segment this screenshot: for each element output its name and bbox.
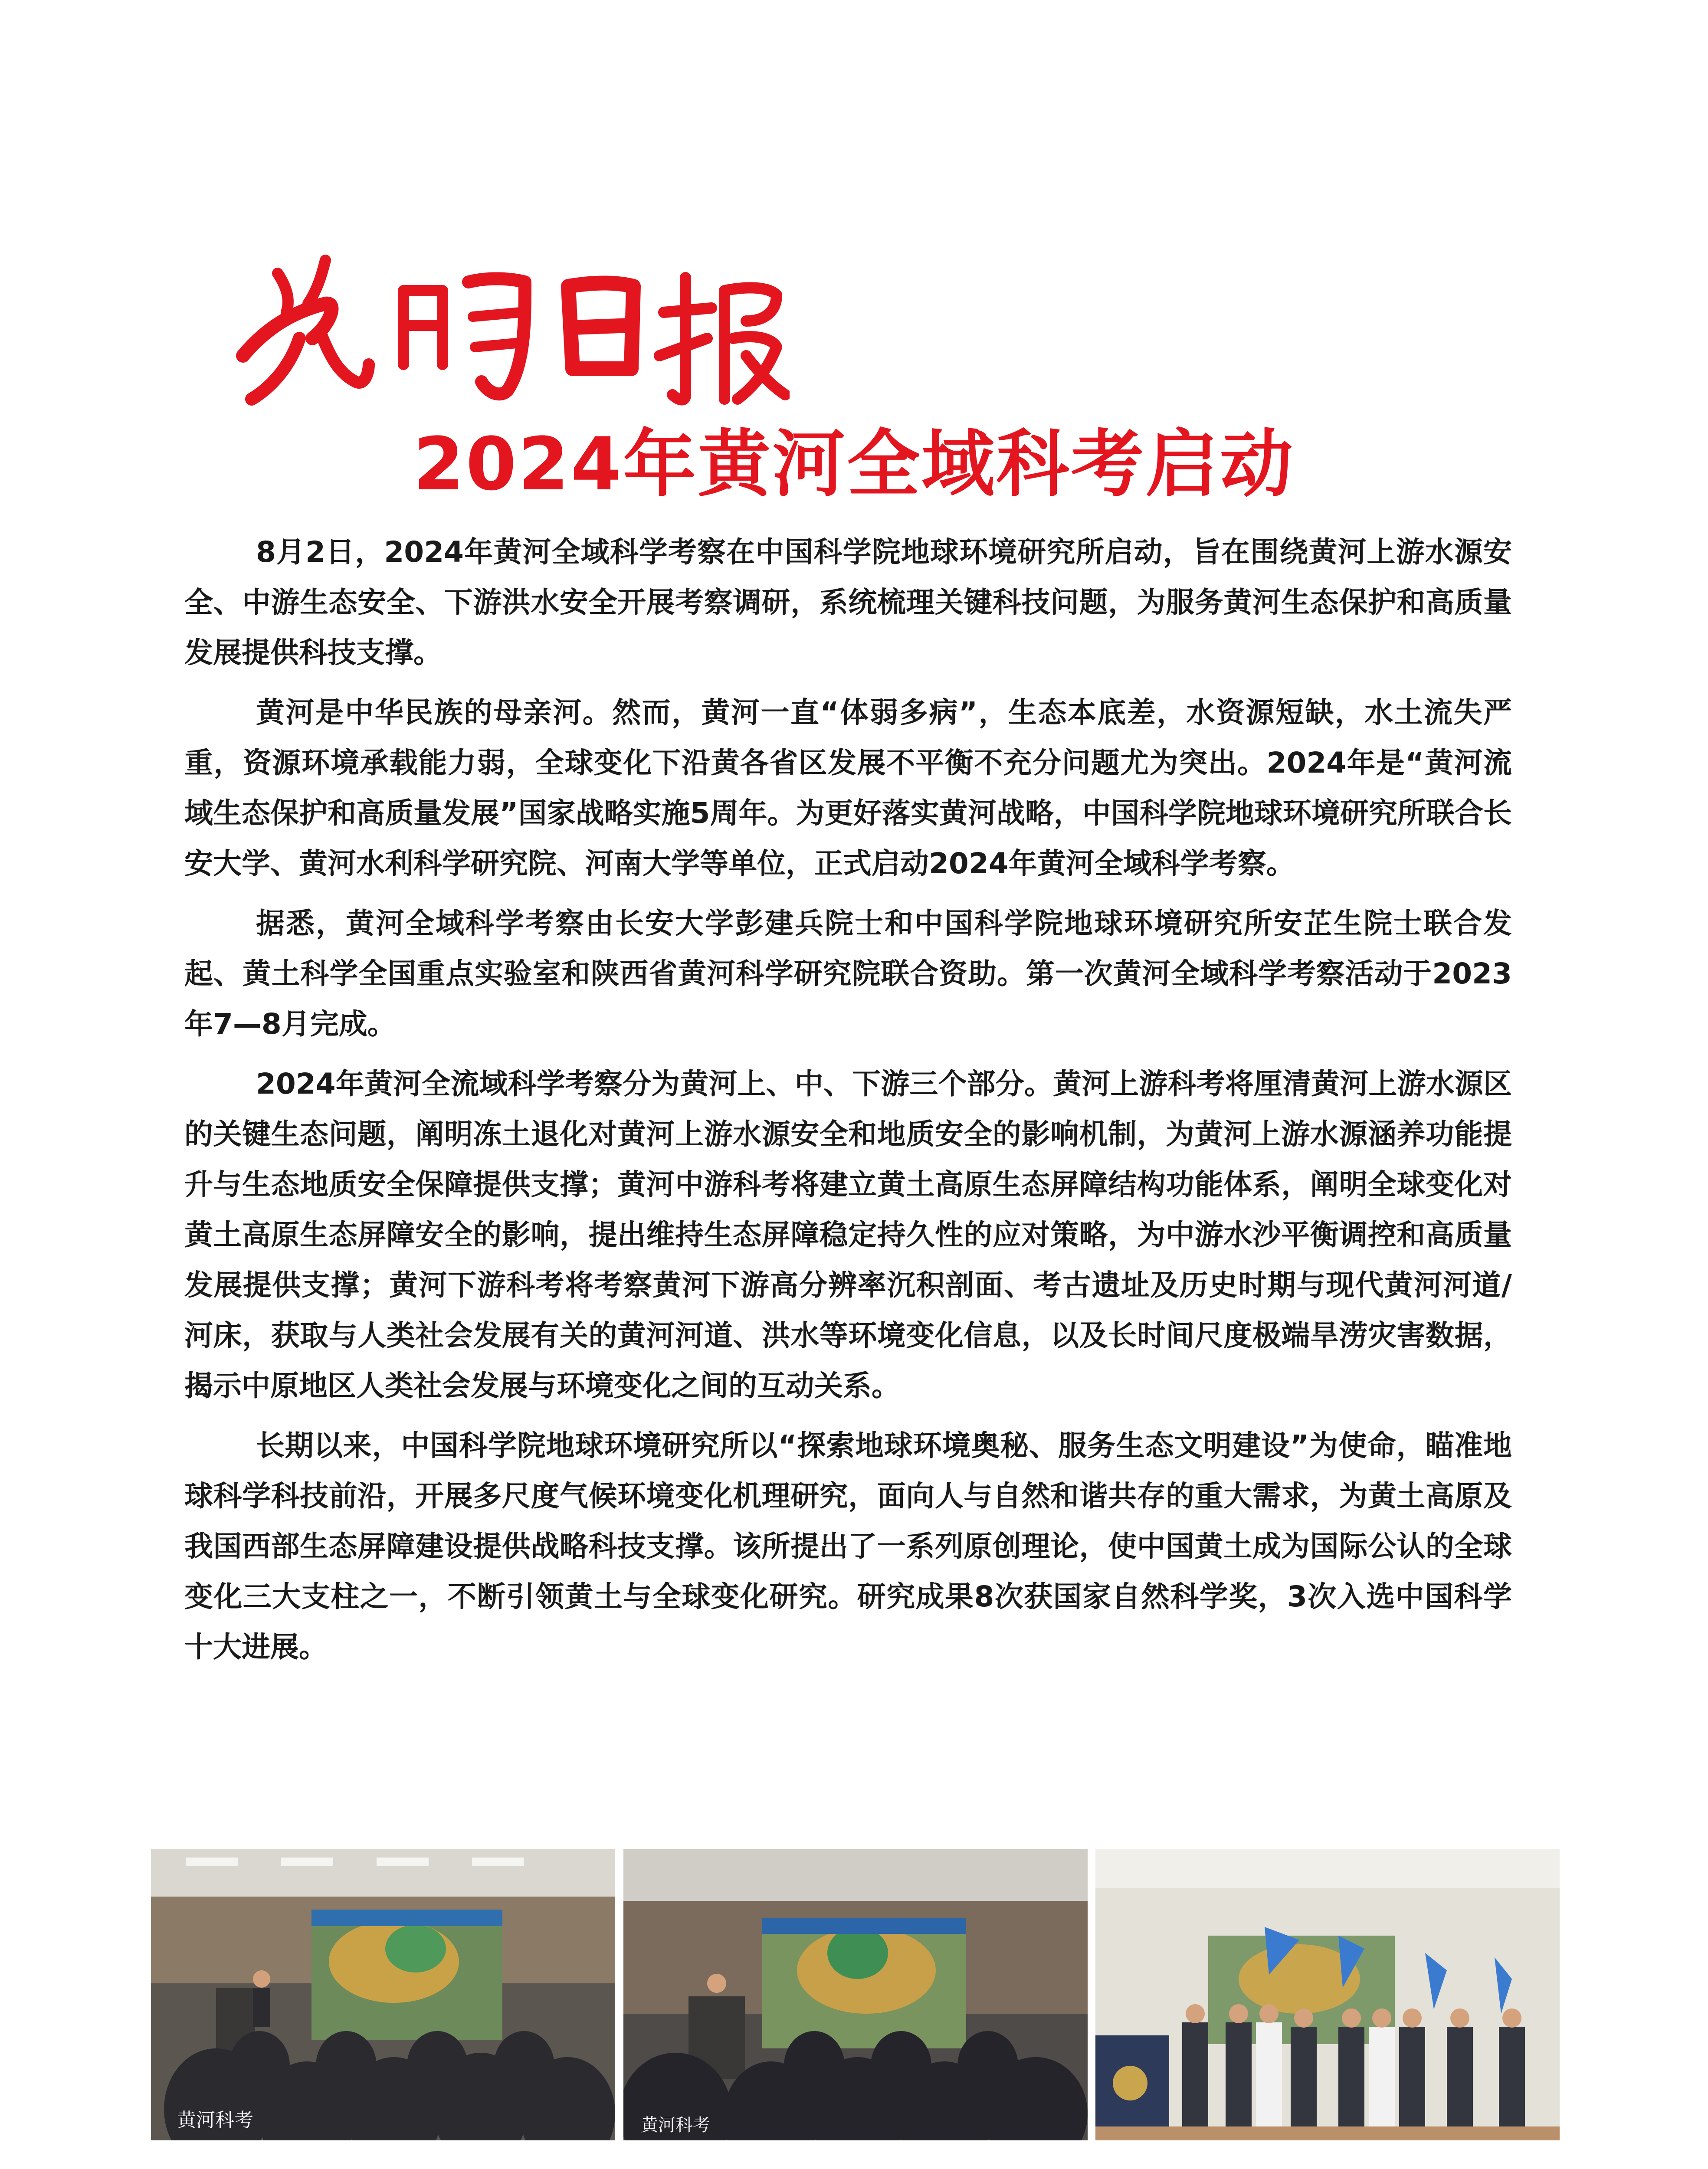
photo-launch-ceremony-audience — [151, 1849, 615, 2140]
article-paragraph: 据悉，黄河全域科学考察由长安大学彭建兵院士和中国科学院地球环境研究所安芷生院士联合发起、黄土科学全国重点实验室和陕西省黄河科学研究院联合资助。第一次黄河全域科学考察活动于2023年7—8月完成。 — [184, 907, 1512, 1041]
shirt-text: 黄河科考 — [640, 2115, 710, 2135]
article-paragraph: 黄河是中华民族的母亲河。然而，黄河一直“体弱多病”，生态本底差，水资源短缺，水土流失严重，资源环境承载能力弱，全球变化下沿黄各省区发展不平衡不充分问题尤为突出。2024年是“黄河流域生态保护和高质量发展”国家战略实施5周年。为更好落实黄河战略，中国科学院地球环境研究所联合长安大学、黄河水利科学研究院、河南大学等单位，正式启动2024年黄河全域科学考察。 — [184, 696, 1512, 880]
shirt-text: 黄河科考 — [177, 2109, 253, 2131]
article-headline: 2024年黄河全域科考启动 — [413, 422, 1295, 507]
photo-speaker-at-podium — [623, 1849, 1088, 2140]
photo-strip — [151, 1849, 1560, 2140]
article-paragraph: 长期以来，中国科学院地球环境研究所以“探索地球环境奥秘、服务生态文明建设”为使命，瞄准地球科学科技前沿，开展多尺度气候环境变化机理研究，面向人与自然和谐共存的重大需求，为黄土高原及我国西部生态屏障建设提供战略科技支撑。该所提出了一系列原创理论，使中国黄土成为国际公认的全球变化三大支柱之一，不断引领黄土与全球变化研究。研究成果8次获国家自然科学奖，3次入选中国科学十大进展。 — [184, 1429, 1512, 1664]
photo-flag-ceremony-group — [1095, 1849, 1560, 2140]
calligraphy-masthead — [226, 226, 790, 408]
article-paragraph: 8月2日，2024年黄河全域科学考察在中国科学院地球环境研究所启动，旨在围绕黄河上游水源安全、中游生态安全、下游洪水安全开展考察调研，系统梳理关键科技问题，为服务黄河生态保护和高质量发展提供科技支撑。 — [184, 535, 1512, 669]
newspaper-masthead-logo — [226, 226, 790, 408]
article-body — [184, 527, 1512, 1682]
article-paragraph: 2024年黄河全流域科学考察分为黄河上、中、下游三个部分。黄河上游科考将厘清黄河上游水源区的关键生态问题，阐明冻土退化对黄河上游水源安全和地质安全的影响机制，为黄河上游水源涵养功能提升与生态地质安全保障提供支撑；黄河中游科考将建立黄土高原生态屏障结构功能体系，阐明全球变化对黄土高原生态屏障安全的影响，提出维持生态屏障稳定持久性的应对策略，为中游水沙平衡调控和高质量发展提供支撑；黄河下游科考将考察黄河下游高分辨率沉积剖面、考古遗址及历史时期与现代黄河河道/河床，获取与人类社会发展有关的黄河河道、洪水等环境变化信息，以及长时间尺度极端旱涝灾害数据，揭示中原地区人类社会发展与环境变化之间的互动关系。 — [184, 1067, 1512, 1402]
